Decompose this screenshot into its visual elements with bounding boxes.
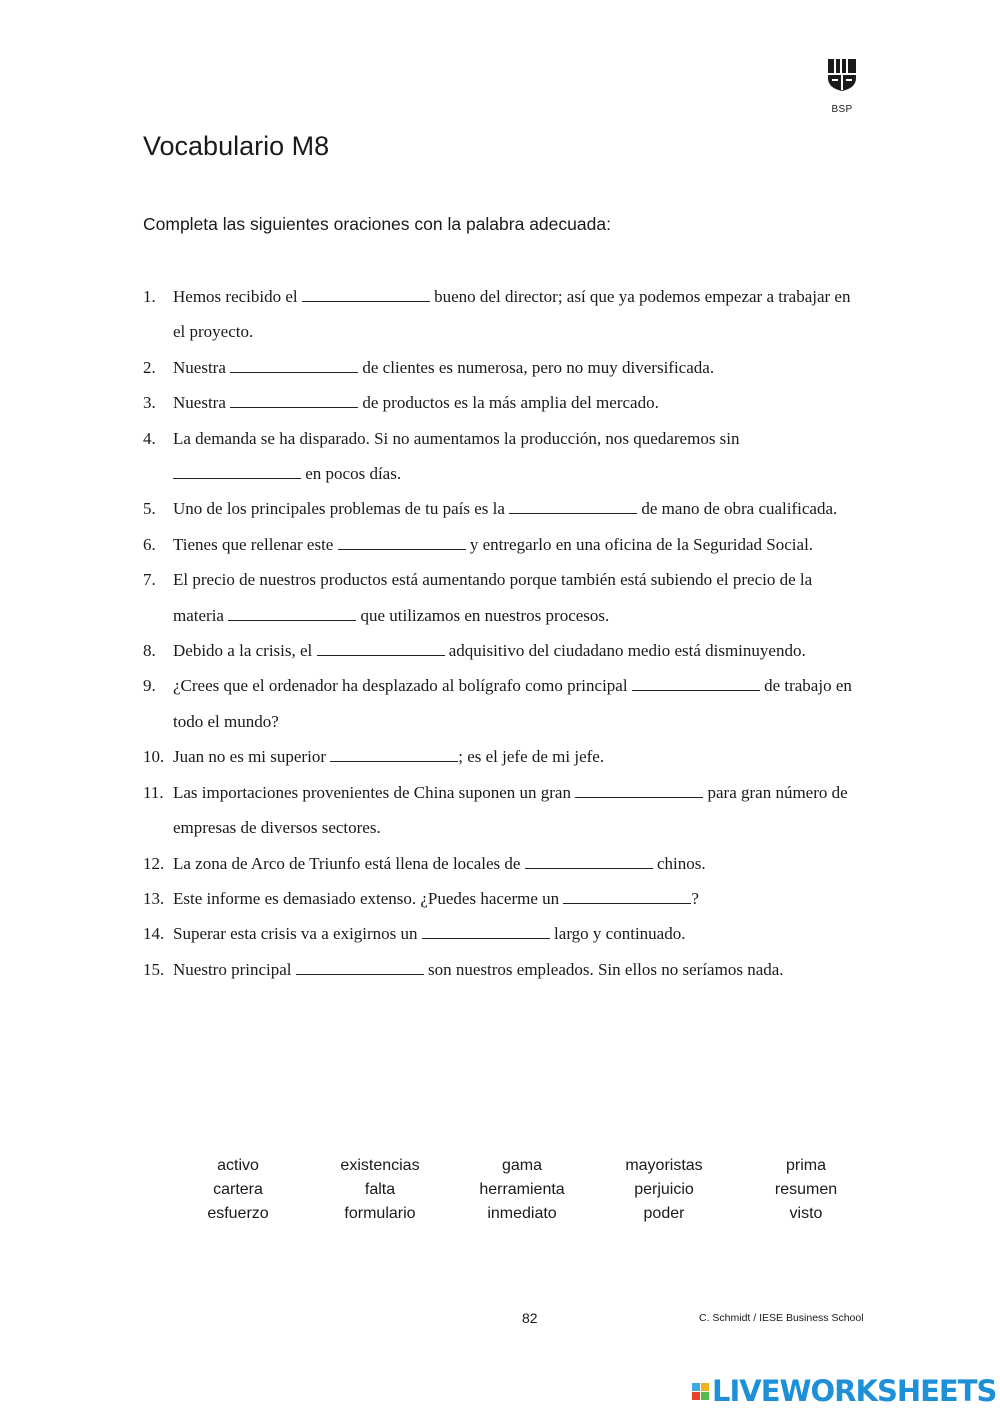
bsp-crest-icon (827, 58, 857, 92)
answer-blank[interactable] (509, 499, 637, 514)
exercise-text (173, 952, 863, 987)
exercise-number: 1. (143, 287, 156, 306)
exercise-item (143, 739, 863, 774)
liveworksheets-watermark (692, 1374, 996, 1408)
exercise-number: 8. (143, 641, 156, 661)
exercise-text-before: Debido a la crisis, el (173, 641, 317, 661)
liveworksheets-badge-icon (692, 1383, 709, 1400)
exercise-text-after: de mano de obra cualificada. (637, 499, 838, 519)
word-bank-item: perjuicio (634, 1181, 694, 1198)
exercise-text-after: que utilizamos en nuestros procesos. (356, 605, 610, 625)
exercise-number: 12. (143, 853, 165, 873)
exercise-item (143, 668, 863, 739)
answer-blank[interactable] (338, 535, 466, 550)
watermark-text: LIVEWORKSHEETS (712, 1374, 997, 1408)
exercise-item (143, 279, 863, 350)
exercise-item (143, 952, 863, 987)
exercise-text-before: Superar esta crisis va a exigirnos un (173, 924, 422, 944)
page-number: 82 (522, 1310, 538, 1326)
exercise-text (173, 881, 863, 916)
exercise-number: 5. (143, 499, 156, 519)
answer-blank[interactable] (173, 464, 301, 479)
exercise-text (173, 775, 863, 846)
word-bank-item: cartera (213, 1181, 263, 1198)
word-bank-item: gama (501, 1157, 543, 1174)
badge-square (701, 1383, 709, 1391)
word-bank (167, 1156, 877, 1224)
badge-square (692, 1392, 700, 1400)
answer-blank[interactable] (317, 641, 445, 656)
exercise-number: 6. (143, 534, 156, 554)
instructions: Completa las siguientes oraciones con la palabra adecuada: (143, 214, 611, 234)
word-bank-item: herramienta (479, 1181, 565, 1198)
exercise-text-after: ; es el jefe de mi jefe. (458, 747, 605, 767)
exercise-item (143, 385, 863, 420)
exercise-text-after: son nuestros empleados. Sin ellos no seríamos nada. (423, 959, 784, 979)
exercise-text-before: La zona de Arco de Triunfo está llena de locales de (173, 853, 525, 873)
exercise-item (143, 527, 863, 562)
exercise-text-before: Nuestra (173, 357, 231, 377)
exercise-text-after: de trabajo en todo el mundo? (173, 676, 852, 731)
exercise-number: 9. (143, 676, 156, 696)
exercise-text-before: Nuestra (173, 393, 231, 413)
answer-blank[interactable] (632, 676, 760, 691)
exercise-number: 10. (143, 747, 165, 767)
word-bank-item: esfuerzo (207, 1205, 269, 1222)
answer-blank[interactable] (228, 606, 356, 621)
answer-blank[interactable] (330, 747, 458, 762)
exercise-text-after: ? (691, 888, 699, 908)
exercise-text (173, 385, 863, 420)
exercise-text (173, 491, 863, 526)
exercise-number: 15. (143, 959, 165, 979)
exercise-item (143, 775, 863, 846)
exercise-item (143, 562, 863, 633)
exercise-number: 2. (143, 357, 156, 377)
exercise-text-before: La demanda se ha disparado. Si no aumentamos la producción, nos quedaremos sin (173, 428, 740, 448)
exercise-item (143, 421, 863, 492)
exercise-text-after: bueno del director; así que ya podemos empezar a trabajar en el proyecto. (173, 287, 851, 342)
header-logo (826, 58, 858, 115)
exercise-text-before: ¿Crees que el ordenador ha desplazado al bolígrafo como principal (173, 676, 632, 696)
exercise-text-before: Este informe es demasiado extenso. ¿Puedes hacerme un (173, 888, 564, 908)
exercise-number: 11. (143, 782, 164, 802)
exercise-number: 13. (143, 888, 165, 908)
exercise-text (173, 916, 863, 951)
badge-square (701, 1392, 709, 1400)
exercise-text-before: Nuestro principal (173, 959, 296, 979)
exercise-item (143, 846, 863, 881)
exercise-text (173, 846, 863, 881)
answer-blank[interactable] (563, 889, 691, 904)
exercise-text-after: chinos. (652, 853, 706, 873)
footer-credit: C. Schmidt / IESE Business School (699, 1312, 864, 1324)
word-bank-item: activo (217, 1157, 259, 1174)
exercise-item (143, 350, 863, 385)
exercise-text (173, 279, 863, 350)
answer-blank[interactable] (422, 924, 550, 939)
exercise-item (143, 491, 863, 526)
exercise-text (173, 668, 863, 739)
exercise-text-before: Juan no es mi superior (173, 747, 331, 767)
word-bank-item: visto (789, 1205, 823, 1222)
exercise-list (143, 279, 863, 987)
word-bank-item: falta (364, 1181, 396, 1198)
answer-blank[interactable] (525, 854, 653, 869)
exercise-text (173, 421, 863, 492)
word-bank-item: mayoristas (625, 1157, 703, 1174)
word-bank-item: existencias (340, 1157, 420, 1174)
word-bank-item: resumen (774, 1181, 838, 1198)
exercise-text-before: Tienes que rellenar este (173, 534, 338, 554)
exercise-text (173, 562, 863, 633)
answer-blank[interactable] (296, 960, 424, 975)
answer-blank[interactable] (302, 287, 430, 302)
word-bank-item: poder (643, 1205, 685, 1222)
exercise-text (173, 350, 863, 385)
answer-blank[interactable] (575, 783, 703, 798)
exercise-text-before: El precio de nuestros productos está aumentando porque también está subiendo el precio de la materia (173, 570, 813, 625)
exercise-item (143, 916, 863, 951)
badge-square (692, 1383, 700, 1391)
exercise-text-before: Hemos recibido el (173, 287, 302, 306)
exercise-text-after: largo y continuado. (549, 924, 686, 944)
exercise-text-before: Uno de los principales problemas de tu país es la (173, 499, 510, 519)
exercise-number: 3. (143, 393, 156, 413)
exercise-item (143, 633, 863, 668)
page-title: Vocabulario M8 (143, 131, 330, 161)
exercise-number: 14. (143, 924, 165, 944)
exercise-text (173, 739, 863, 774)
exercise-item (143, 881, 863, 916)
word-bank-item: prima (785, 1157, 826, 1174)
exercise-text-after: adquisitivo del ciudadano medio está disminuyendo. (444, 641, 806, 661)
exercise-text (173, 633, 863, 668)
exercise-text-after: y entregarlo en una oficina de la Seguridad Social. (465, 534, 814, 554)
exercise-text-after: en pocos días. (301, 464, 402, 484)
answer-blank[interactable] (230, 393, 358, 408)
word-bank-item: formulario (344, 1205, 416, 1222)
logo-text: BSP (831, 104, 853, 115)
word-bank-item: inmediato (487, 1205, 557, 1222)
exercise-text-after: de productos es la más amplia del mercado. (358, 393, 659, 413)
exercise-text-after: para gran número de empresas de diversos sectores. (173, 782, 848, 838)
answer-blank[interactable] (230, 358, 358, 373)
exercise-number: 4. (143, 428, 156, 448)
exercise-number: 7. (143, 570, 156, 590)
exercise-text-after: de clientes es numerosa, pero no muy diversificada. (358, 357, 715, 377)
exercise-text (173, 527, 863, 562)
exercise-text-before: Las importaciones provenientes de China suponen un gran (173, 782, 576, 802)
